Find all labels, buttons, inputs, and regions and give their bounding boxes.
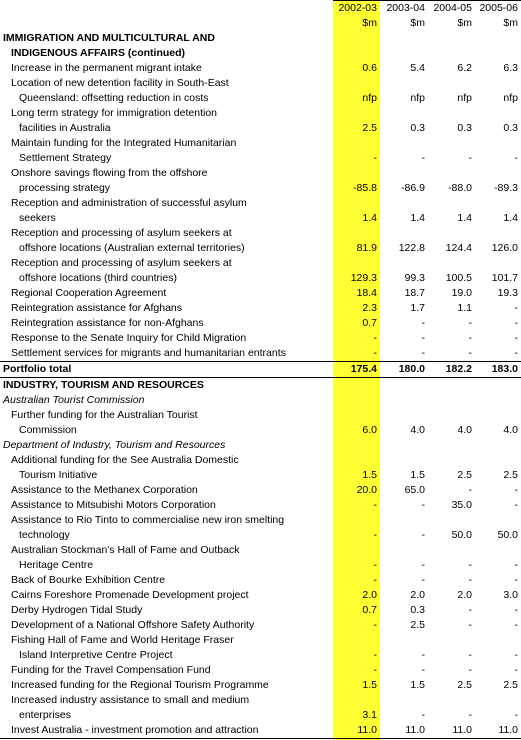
row-label: Funding for the Travel Compensation Fund [11, 664, 211, 676]
value-cell: 20.0 [356, 484, 377, 496]
section-heading: IMMIGRATION AND MULTICULTURAL AND [3, 32, 215, 44]
value-cell: 19.0 [451, 287, 472, 299]
value-cell [428, 46, 475, 61]
value-cell [475, 693, 521, 708]
value-cell: 0.3 [503, 122, 518, 134]
value-cell [380, 453, 428, 468]
value-cell [428, 196, 475, 211]
table-row [0, 453, 521, 468]
table-row [0, 362, 521, 378]
table-row [0, 241, 521, 256]
row-label: technology [19, 529, 70, 541]
row-label: Further funding for the Australian Tourist [11, 409, 198, 421]
row-label: Long term strategy for immigration detention [11, 107, 218, 119]
value-cell: - [373, 152, 377, 164]
row-label: Increased industry assistance to small and medium [11, 694, 250, 706]
value-cell: - [421, 332, 425, 344]
value-cell [380, 378, 428, 394]
table-row [0, 271, 521, 286]
table-row [0, 408, 521, 423]
value-cell: 0.7 [362, 317, 377, 329]
table-row [0, 468, 521, 483]
row-label: Development of a National Offshore Safety Authority [11, 619, 255, 631]
row-label: Maintain funding for the Integrated Humanitarian [11, 137, 237, 149]
value-cell: - [514, 604, 518, 616]
value-cell: 18.4 [356, 287, 377, 299]
value-cell: 5.4 [410, 62, 425, 74]
value-cell [475, 633, 521, 648]
value-cell: 101.7 [491, 272, 518, 284]
value-cell: - [514, 574, 518, 586]
row-label: Assistance to Rio Tinto to commercialise new iron smelting [11, 514, 285, 526]
table-row [0, 573, 521, 588]
value-cell: - [514, 649, 518, 661]
agency-heading: Department of Industry, Tourism and Resources [3, 439, 226, 451]
row-label: Island Interpretive Centre Project [19, 649, 173, 661]
value-cell: - [421, 317, 425, 329]
value-cell: 65.0 [404, 484, 425, 496]
value-cell [333, 438, 380, 453]
value-cell: - [468, 559, 472, 571]
row-label: Queensland: offsetting reduction in costs [19, 92, 209, 104]
value-cell [475, 106, 521, 121]
value-cell [333, 408, 380, 423]
value-cell [428, 408, 475, 423]
row-label: offshore locations (third countries) [19, 272, 177, 284]
unit-header: $m [503, 17, 518, 29]
table-row [0, 226, 521, 241]
value-cell [475, 226, 521, 241]
value-cell: 2.0 [457, 589, 472, 601]
unit-header: $m [457, 17, 472, 29]
row-label: Onshore savings flowing from the offshore [11, 167, 208, 179]
value-cell: 122.8 [398, 242, 425, 254]
row-label: Reception and processing of asylum seekers at [11, 257, 232, 269]
value-cell: - [468, 152, 472, 164]
value-cell [380, 76, 428, 91]
value-cell: -89.3 [494, 182, 518, 194]
value-cell: - [514, 302, 518, 314]
value-cell: 1.7 [410, 302, 425, 314]
value-cell [380, 513, 428, 528]
value-cell: - [421, 664, 425, 676]
value-cell: 50.0 [451, 529, 472, 541]
value-cell: - [373, 332, 377, 344]
value-cell: 1.4 [410, 212, 425, 224]
value-cell [475, 256, 521, 271]
value-cell: - [514, 152, 518, 164]
value-cell: - [514, 347, 518, 359]
row-label: Reception and processing of asylum seekers at [11, 227, 232, 239]
row-label: Tourism Initiative [19, 469, 98, 481]
value-cell: 0.3 [410, 604, 425, 616]
value-cell [380, 408, 428, 423]
value-cell [380, 166, 428, 181]
row-label: Increase in the permanent migrant intake [11, 62, 202, 74]
table-row [0, 498, 521, 513]
table-row [0, 31, 521, 46]
table-row [0, 331, 521, 346]
value-cell: 1.1 [457, 302, 472, 314]
table-row [0, 196, 521, 211]
value-cell [380, 226, 428, 241]
row-label: Commission [19, 424, 77, 436]
value-cell: 2.5 [457, 679, 472, 691]
value-cell: - [468, 709, 472, 721]
value-cell: 124.4 [445, 242, 472, 254]
value-cell: - [373, 529, 377, 541]
value-cell [333, 633, 380, 648]
value-cell: - [421, 709, 425, 721]
value-cell: nfp [503, 92, 518, 104]
value-cell [475, 46, 521, 61]
value-cell: 100.5 [445, 272, 472, 284]
value-cell: - [373, 499, 377, 511]
year-header: 2002-03 [333, 1, 380, 17]
header-blank [0, 16, 333, 31]
value-cell: - [373, 619, 377, 631]
row-label: Increased funding for the Regional Tourism Programme [11, 679, 269, 691]
value-cell: 99.3 [404, 272, 425, 284]
table-row [0, 633, 521, 648]
value-cell [333, 393, 380, 408]
table-row [0, 438, 521, 453]
value-cell: nfp [362, 92, 377, 104]
value-cell: 35.0 [451, 499, 472, 511]
value-cell: - [514, 664, 518, 676]
table-body [0, 31, 521, 739]
value-cell [428, 438, 475, 453]
value-cell: - [421, 499, 425, 511]
value-cell: - [421, 152, 425, 164]
value-cell: - [468, 332, 472, 344]
table-row [0, 136, 521, 151]
value-cell [333, 166, 380, 181]
value-cell: 50.0 [497, 529, 518, 541]
value-cell: 175.4 [333, 362, 380, 378]
value-cell [380, 136, 428, 151]
row-label: Derby Hydrogen Tidal Study [11, 604, 143, 616]
value-cell: 11.0 [428, 723, 475, 739]
value-cell [333, 76, 380, 91]
table-row [0, 166, 521, 181]
value-cell: 4.0 [503, 424, 518, 436]
value-cell [428, 378, 475, 394]
value-cell: 4.0 [457, 424, 472, 436]
row-label: Back of Bourke Exhibition Centre [11, 574, 166, 586]
value-cell [475, 166, 521, 181]
value-cell: - [468, 574, 472, 586]
unit-header-row [0, 16, 521, 31]
value-cell: 3.1 [362, 709, 377, 721]
table-row [0, 663, 521, 678]
value-cell: - [373, 649, 377, 661]
table-row [0, 393, 521, 408]
year-header: 2005-06 [475, 1, 521, 17]
table-row [0, 513, 521, 528]
row-label: seekers [19, 212, 56, 224]
table-row [0, 708, 521, 723]
year-header: 2004-05 [428, 1, 475, 17]
table-row [0, 558, 521, 573]
value-cell: 1.5 [362, 679, 377, 691]
value-cell: - [514, 317, 518, 329]
row-label: Location of new detention facility in South-East [11, 77, 229, 89]
row-label: Additional funding for the See Australia Domestic [11, 454, 239, 466]
value-cell: 1.5 [410, 679, 425, 691]
value-cell: - [373, 559, 377, 571]
row-label: Settlement Strategy [19, 152, 112, 164]
row-label: processing strategy [19, 182, 111, 194]
value-cell: - [514, 619, 518, 631]
row-label: Australian Stockman's Hall of Fame and Outback [11, 544, 240, 556]
table-row [0, 603, 521, 618]
table-row [0, 211, 521, 226]
value-cell [475, 393, 521, 408]
table-row [0, 678, 521, 693]
value-cell: - [514, 332, 518, 344]
value-cell [475, 136, 521, 151]
value-cell: - [514, 559, 518, 571]
value-cell: 4.0 [410, 424, 425, 436]
row-label: Heritage Centre [19, 559, 94, 571]
value-cell: 11.0 [475, 723, 521, 739]
value-cell: 0.3 [457, 122, 472, 134]
value-cell [475, 438, 521, 453]
value-cell [428, 453, 475, 468]
table-row [0, 528, 521, 543]
value-cell: 2.5 [457, 469, 472, 481]
value-cell [380, 106, 428, 121]
row-label: Reception and administration of successful asylum [11, 197, 247, 209]
agency-heading: Australian Tourist Commission [3, 394, 145, 406]
value-cell [380, 693, 428, 708]
value-cell: 0.7 [362, 604, 377, 616]
table-row [0, 181, 521, 196]
value-cell: - [373, 574, 377, 586]
value-cell [428, 543, 475, 558]
value-cell [333, 136, 380, 151]
value-cell: 2.0 [410, 589, 425, 601]
row-label: Assistance to Mitsubishi Motors Corporation [11, 499, 216, 511]
value-cell [428, 76, 475, 91]
value-cell [428, 106, 475, 121]
value-cell: 1.4 [362, 212, 377, 224]
row-label: Portfolio total [0, 362, 333, 378]
table-row [0, 286, 521, 301]
value-cell: -88.0 [448, 182, 472, 194]
value-cell: 0.3 [410, 122, 425, 134]
value-cell [333, 378, 380, 394]
unit-header: $m [362, 17, 377, 29]
value-cell [475, 453, 521, 468]
row-label: enterprises [19, 709, 71, 721]
value-cell [333, 453, 380, 468]
value-cell [333, 693, 380, 708]
value-cell [333, 226, 380, 241]
value-cell: -86.9 [401, 182, 425, 194]
value-cell: 2.0 [362, 589, 377, 601]
table-row [0, 91, 521, 106]
value-cell: 19.3 [497, 287, 518, 299]
value-cell [380, 393, 428, 408]
row-label: offshore locations (Australian external territories) [19, 242, 245, 254]
value-cell: 0.6 [362, 62, 377, 74]
year-header: 2003-04 [380, 1, 428, 17]
table-row [0, 151, 521, 166]
value-cell: 2.5 [503, 469, 518, 481]
value-cell: 2.5 [410, 619, 425, 631]
value-cell: 1.4 [457, 212, 472, 224]
value-cell: 3.0 [503, 589, 518, 601]
value-cell [475, 378, 521, 394]
value-cell: - [468, 604, 472, 616]
value-cell [475, 196, 521, 211]
value-cell [333, 513, 380, 528]
value-cell: 2.3 [362, 302, 377, 314]
year-header-row [0, 1, 521, 17]
value-cell: 183.0 [475, 362, 521, 378]
unit-header: $m [410, 17, 425, 29]
value-cell: - [468, 619, 472, 631]
value-cell [428, 31, 475, 46]
value-cell: - [468, 649, 472, 661]
value-cell [475, 513, 521, 528]
value-cell: - [514, 709, 518, 721]
value-cell: - [514, 484, 518, 496]
value-cell: nfp [457, 92, 472, 104]
value-cell [380, 31, 428, 46]
value-cell [380, 543, 428, 558]
value-cell [428, 633, 475, 648]
value-cell: 180.0 [380, 362, 428, 378]
value-cell: 6.0 [362, 424, 377, 436]
row-label: Cairns Foreshore Promenade Development project [11, 589, 249, 601]
table-row [0, 648, 521, 663]
value-cell [380, 438, 428, 453]
value-cell [428, 256, 475, 271]
value-cell: nfp [410, 92, 425, 104]
value-cell: - [421, 347, 425, 359]
value-cell: 81.9 [356, 242, 377, 254]
value-cell: - [421, 649, 425, 661]
table-row [0, 378, 521, 394]
value-cell: 6.2 [457, 62, 472, 74]
value-cell [428, 693, 475, 708]
section-heading: INDIGENOUS AFFAIRS (continued) [11, 47, 186, 59]
value-cell [380, 196, 428, 211]
header-blank [0, 1, 333, 17]
value-cell [475, 408, 521, 423]
value-cell [475, 31, 521, 46]
table-row [0, 316, 521, 331]
row-label: Fishing Hall of Fame and World Heritage Fraser [11, 634, 234, 646]
table-row [0, 256, 521, 271]
value-cell: - [468, 664, 472, 676]
value-cell [380, 633, 428, 648]
table-row [0, 693, 521, 708]
value-cell: 11.0 [380, 723, 428, 739]
value-cell: - [468, 347, 472, 359]
table-row [0, 121, 521, 136]
value-cell [380, 46, 428, 61]
value-cell: 2.5 [362, 122, 377, 134]
value-cell [333, 106, 380, 121]
row-label: facilities in Australia [19, 122, 111, 134]
table-row [0, 723, 521, 739]
value-cell: 1.5 [362, 469, 377, 481]
table-row [0, 483, 521, 498]
value-cell [428, 513, 475, 528]
value-cell: 11.0 [333, 723, 380, 739]
row-label: Settlement services for migrants and humanitarian entrants [11, 347, 286, 359]
value-cell: - [421, 559, 425, 571]
row-label: Reintegration assistance for Afghans [11, 302, 183, 314]
table-row [0, 76, 521, 91]
row-label: Response to the Senate Inquiry for Child Migration [11, 332, 247, 344]
row-label: Assistance to the Methanex Corporation [11, 484, 198, 496]
row-label: Regional Cooperation Agreement [11, 287, 167, 299]
section-heading: INDUSTRY, TOURISM AND RESOURCES [3, 379, 204, 391]
value-cell: 1.5 [410, 469, 425, 481]
value-cell [380, 256, 428, 271]
table-row [0, 543, 521, 558]
value-cell: - [514, 499, 518, 511]
value-cell: - [421, 574, 425, 586]
table-row [0, 618, 521, 633]
value-cell [428, 166, 475, 181]
value-cell [428, 393, 475, 408]
value-cell: 2.5 [503, 679, 518, 691]
value-cell: 18.7 [404, 287, 425, 299]
row-label: Reintegration assistance for non-Afghans [11, 317, 204, 329]
value-cell: 1.4 [503, 212, 518, 224]
table-row [0, 346, 521, 362]
table-row [0, 106, 521, 121]
value-cell [428, 226, 475, 241]
value-cell [333, 46, 380, 61]
value-cell: - [421, 529, 425, 541]
value-cell [475, 543, 521, 558]
value-cell: 129.3 [350, 272, 377, 284]
table-row [0, 301, 521, 316]
value-cell [333, 543, 380, 558]
value-cell [333, 196, 380, 211]
table-row [0, 423, 521, 438]
value-cell: 6.3 [503, 62, 518, 74]
table-row [0, 588, 521, 603]
table-row [0, 61, 521, 76]
value-cell: 126.0 [491, 242, 518, 254]
value-cell [333, 256, 380, 271]
value-cell: - [373, 347, 377, 359]
value-cell: - [468, 317, 472, 329]
value-cell [333, 31, 380, 46]
value-cell: - [373, 664, 377, 676]
value-cell: -85.8 [353, 182, 377, 194]
value-cell [428, 136, 475, 151]
value-cell: - [468, 484, 472, 496]
row-label: Invest Australia - investment promotion and attraction [0, 723, 333, 739]
table-row [0, 46, 521, 61]
value-cell [475, 76, 521, 91]
value-cell: 182.2 [428, 362, 475, 378]
